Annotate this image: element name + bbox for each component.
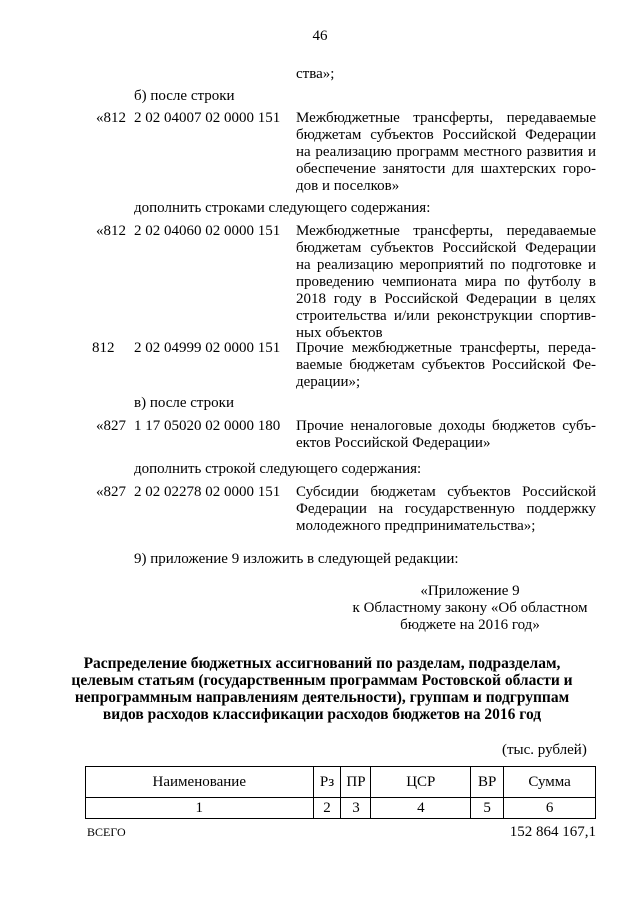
desc-line: бюджетам субъектов Российской Федерации <box>296 127 596 143</box>
entry-description <box>296 418 596 452</box>
column-number: 3 <box>341 798 371 819</box>
appendix-line: бюджете на 2016 год» <box>400 617 540 633</box>
entry-code: «812 <box>96 110 126 126</box>
column-number: 1 <box>86 798 314 819</box>
desc-line: дов и поселков» <box>296 178 400 194</box>
desc-line: ных объектов <box>296 325 383 341</box>
desc-line: Прочие межбюджетные трансферты, переда- <box>296 340 596 356</box>
appendix-line: к Областному закону «Об областном <box>352 600 588 616</box>
continuation-text: ства»; <box>296 66 335 82</box>
column-header: ВР <box>471 767 504 798</box>
item-9-text: 9) приложение 9 изложить в следующей редакции: <box>134 551 459 567</box>
budget-table <box>85 766 596 819</box>
desc-line: ектов Российской Федерации» <box>296 435 491 451</box>
desc-line: Прочие неналоговые доходы бюджетов субъ- <box>296 418 596 434</box>
column-header: Рз <box>313 767 341 798</box>
desc-line: дерации»; <box>296 374 361 390</box>
heading-line: непрограммным направлениям деятельности), группам и подгруппам <box>74 689 570 706</box>
desc-line: ваемые бюджетам субъектов Российской Фе- <box>296 357 596 373</box>
desc-line: проведению чемпионата мира по футболу в <box>296 274 596 290</box>
column-header: ЦСР <box>371 767 471 798</box>
appendix-line: «Приложение 9 <box>420 583 520 599</box>
entry-code: «827 <box>96 418 126 434</box>
heading-line: целевым статьям (государственным программам Ростовской области и <box>71 672 573 689</box>
supplement-rows-label: дополнить строками следующего содержания: <box>134 200 431 216</box>
desc-line: на реализацию программ местного развития и <box>296 144 596 160</box>
table-header-row <box>86 767 596 798</box>
entry-classification: 1 17 05020 02 0000 180 <box>134 418 281 434</box>
entry-classification: 2 02 02278 02 0000 151 <box>134 484 281 500</box>
desc-line: Межбюджетные трансферты, передаваемые <box>296 110 596 126</box>
desc-line: 2018 году в Российской Федерации в целях <box>296 291 596 307</box>
entry-classification: 2 02 04999 02 0000 151 <box>134 340 281 356</box>
desc-line: Субсидии бюджетам субъектов Российской <box>296 484 596 500</box>
desc-line: на реализацию мероприятий по подготовке и <box>296 257 596 273</box>
entry-code: «827 <box>96 484 126 500</box>
entry-code: 812 <box>92 340 115 356</box>
entry-classification: 2 02 04060 02 0000 151 <box>134 223 281 239</box>
table-heading <box>60 655 584 723</box>
desc-line: молодежного предпринимательства»; <box>296 518 536 534</box>
column-number: 4 <box>371 798 471 819</box>
column-number: 2 <box>313 798 341 819</box>
section-b-label: б) после строки <box>134 88 235 104</box>
desc-line: Федерации на государственную поддержку <box>296 501 596 517</box>
desc-line: обеспечение занятости для шахтерских горо- <box>296 161 596 177</box>
total-value: 152 864 167,1 <box>509 824 596 840</box>
entry-code: «812 <box>96 223 126 239</box>
total-label: ВСЕГО <box>87 825 126 839</box>
entry-description <box>296 223 596 342</box>
section-v-label: в) после строки <box>134 395 234 411</box>
column-header: Наименование <box>86 767 314 798</box>
column-number: 6 <box>504 798 596 819</box>
table-number-row <box>86 798 596 819</box>
units-label: (тыс. рублей) <box>502 742 587 758</box>
supplement-row-label: дополнить строкой следующего содержания: <box>134 461 422 477</box>
entry-classification: 2 02 04007 02 0000 151 <box>134 110 281 126</box>
desc-line: бюджетам субъектов Российской Федерации <box>296 240 596 256</box>
entry-description <box>296 484 596 535</box>
desc-line: строительства и/или реконструкции спортив- <box>296 308 596 324</box>
heading-line: Распределение бюджетных ассигнований по разделам, подразделам, <box>83 655 561 672</box>
entry-description <box>296 340 596 391</box>
column-header: Сумма <box>504 767 596 798</box>
desc-line: Межбюджетные трансферты, передаваемые <box>296 223 596 239</box>
entry-description <box>296 110 596 195</box>
column-number: 5 <box>471 798 504 819</box>
appendix-caption <box>340 583 600 634</box>
page-number: 46 <box>312 28 328 44</box>
heading-line: видов расходов классификации расходов бюджетов на 2016 год <box>102 706 542 723</box>
column-header: ПР <box>341 767 371 798</box>
